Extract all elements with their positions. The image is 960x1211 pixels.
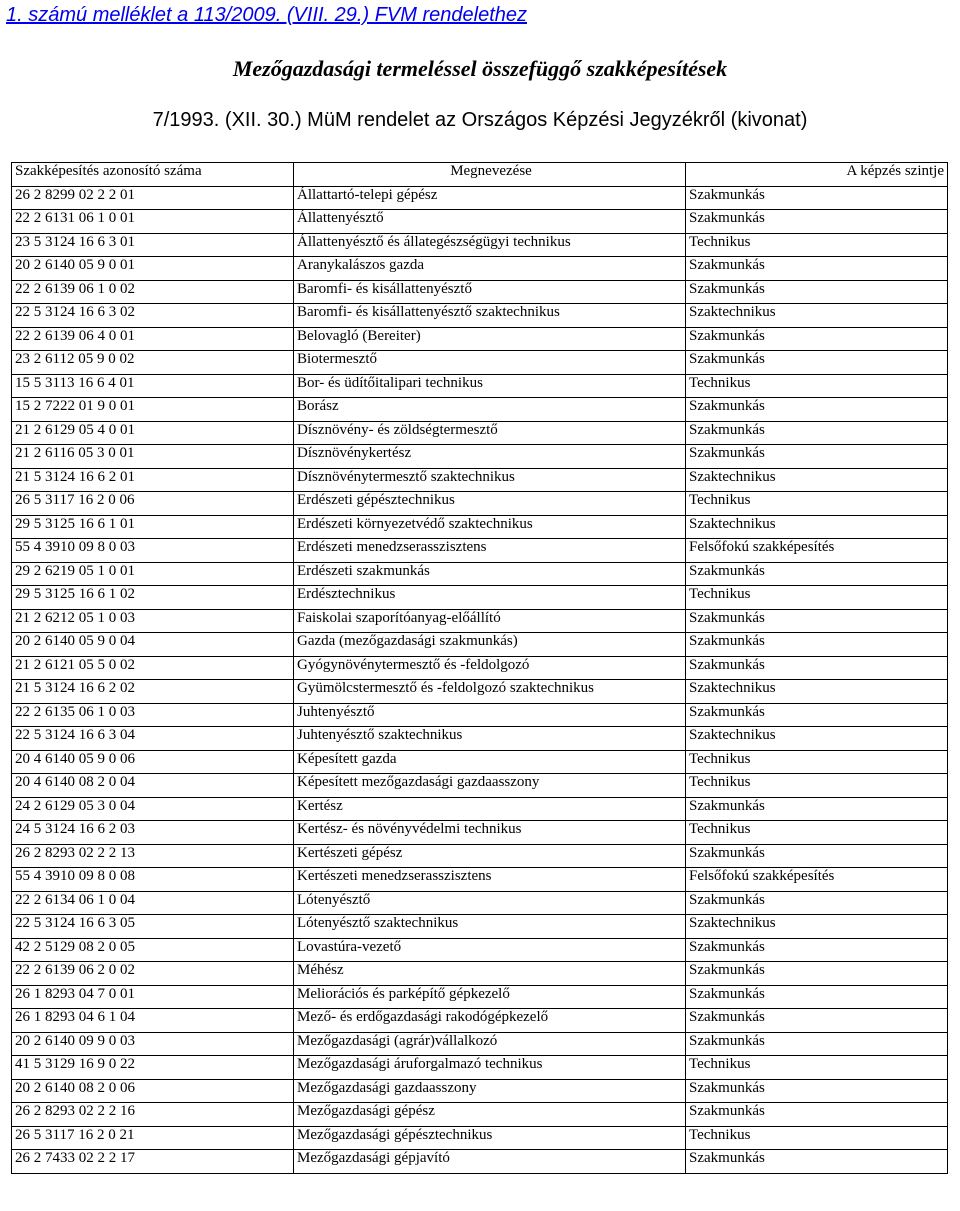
cell-code: 42 2 5129 08 2 0 05 [12, 938, 294, 962]
cell-code: 20 2 6140 09 9 0 03 [12, 1032, 294, 1056]
cell-name: Mezőgazdasági gépjavító [294, 1150, 686, 1174]
cell-level: Szakmunkás [686, 633, 948, 657]
table-row [12, 962, 948, 986]
cell-code: 55 4 3910 09 8 0 08 [12, 868, 294, 892]
table-row [12, 680, 948, 704]
cell-level: Szakmunkás [686, 445, 948, 469]
table-row [12, 1009, 948, 1033]
table-row [12, 280, 948, 304]
cell-name: Mező- és erdőgazdasági rakodógépkezelő [294, 1009, 686, 1033]
cell-code: 22 2 6139 06 2 0 02 [12, 962, 294, 986]
cell-name: Aranykalászos gazda [294, 257, 686, 281]
cell-code: 24 2 6129 05 3 0 04 [12, 797, 294, 821]
cell-code: 20 2 6140 05 9 0 01 [12, 257, 294, 281]
cell-level: Szakmunkás [686, 797, 948, 821]
cell-name: Dísznövénykertész [294, 445, 686, 469]
column-header-name: Megnevezése [294, 163, 686, 187]
column-header-code: Szakképesítés azonosító száma [12, 163, 294, 187]
cell-name: Mezőgazdasági gépésztechnikus [294, 1126, 686, 1150]
table-row [12, 609, 948, 633]
cell-level: Technikus [686, 1126, 948, 1150]
cell-level: Szaktechnikus [686, 515, 948, 539]
document-title: Mezőgazdasági termeléssel összefüggő szakképesítések [232, 56, 728, 81]
cell-code: 29 2 6219 05 1 0 01 [12, 562, 294, 586]
cell-level: Technikus [686, 233, 948, 257]
cell-name: Állattenyésztő és állategészségügyi technikus [294, 233, 686, 257]
cell-code: 23 2 6112 05 9 0 02 [12, 351, 294, 375]
table-row [12, 586, 948, 610]
cell-level: Szaktechnikus [686, 915, 948, 939]
table-row [12, 327, 948, 351]
cell-level: Szakmunkás [686, 703, 948, 727]
cell-code: 26 1 8293 04 7 0 01 [12, 985, 294, 1009]
cell-level: Szaktechnikus [686, 468, 948, 492]
cell-level: Szakmunkás [686, 938, 948, 962]
table-row [12, 1150, 948, 1174]
cell-name: Gyümölcstermesztő és -feldolgozó szaktechnikus [294, 680, 686, 704]
cell-level: Technikus [686, 750, 948, 774]
cell-code: 21 5 3124 16 6 2 02 [12, 680, 294, 704]
table-row [12, 821, 948, 845]
cell-name: Dísznövénytermesztő szaktechnikus [294, 468, 686, 492]
cell-level: Szaktechnikus [686, 727, 948, 751]
table-row [12, 727, 948, 751]
cell-code: 21 2 6116 05 3 0 01 [12, 445, 294, 469]
cell-code: 22 2 6139 06 4 0 01 [12, 327, 294, 351]
cell-code: 20 4 6140 08 2 0 04 [12, 774, 294, 798]
cell-name: Mezőgazdasági gépész [294, 1103, 686, 1127]
cell-code: 21 2 6129 05 4 0 01 [12, 421, 294, 445]
cell-name: Erdészeti szakmunkás [294, 562, 686, 586]
cell-name: Kertész [294, 797, 686, 821]
cell-code: 41 5 3129 16 9 0 22 [12, 1056, 294, 1080]
cell-name: Erdésztechnikus [294, 586, 686, 610]
cell-code: 55 4 3910 09 8 0 03 [12, 539, 294, 563]
table-row [12, 351, 948, 375]
table-row [12, 938, 948, 962]
cell-code: 23 5 3124 16 6 3 01 [12, 233, 294, 257]
cell-name: Baromfi- és kisállattenyésztő szaktechnikus [294, 304, 686, 328]
cell-name: Gazda (mezőgazdasági szakmunkás) [294, 633, 686, 657]
table-row [12, 539, 948, 563]
table-row [12, 844, 948, 868]
cell-level: Szakmunkás [686, 844, 948, 868]
cell-code: 15 2 7222 01 9 0 01 [12, 398, 294, 422]
cell-level: Szakmunkás [686, 1032, 948, 1056]
cell-level: Szakmunkás [686, 656, 948, 680]
cell-level: Szakmunkás [686, 186, 948, 210]
table-row [12, 656, 948, 680]
cell-name: Lótenyésztő szaktechnikus [294, 915, 686, 939]
cell-name: Gyógynövénytermesztő és -feldolgozó [294, 656, 686, 680]
cell-code: 24 5 3124 16 6 2 03 [12, 821, 294, 845]
cell-name: Erdészeti menedzserasszisztens [294, 539, 686, 563]
table-row [12, 797, 948, 821]
table-header-row [12, 163, 948, 187]
cell-name: Erdészeti környezetvédő szaktechnikus [294, 515, 686, 539]
cell-code: 26 2 8299 02 2 2 01 [12, 186, 294, 210]
cell-code: 15 5 3113 16 6 4 01 [12, 374, 294, 398]
cell-code: 29 5 3125 16 6 1 02 [12, 586, 294, 610]
table-row [12, 1056, 948, 1080]
cell-level: Technikus [686, 492, 948, 516]
cell-level: Szakmunkás [686, 1150, 948, 1174]
cell-name: Kertészeti menedzserasszisztens [294, 868, 686, 892]
cell-level: Szakmunkás [686, 962, 948, 986]
cell-level: Technikus [686, 774, 948, 798]
column-header-level: A képzés szintje [686, 163, 948, 187]
cell-code: 20 2 6140 05 9 0 04 [12, 633, 294, 657]
cell-name: Méhész [294, 962, 686, 986]
cell-level: Szakmunkás [686, 210, 948, 234]
annex-reference-link[interactable]: 1. számú melléklet a 113/2009. (VIII. 29.) FVM rendelethez [6, 4, 527, 26]
cell-level: Technikus [686, 586, 948, 610]
cell-code: 22 2 6135 06 1 0 03 [12, 703, 294, 727]
cell-code: 20 4 6140 05 9 0 06 [12, 750, 294, 774]
table-row [12, 985, 948, 1009]
cell-name: Mezőgazdasági (agrár)vállalkozó [294, 1032, 686, 1056]
table-row [12, 468, 948, 492]
table-row [12, 562, 948, 586]
cell-level: Szakmunkás [686, 891, 948, 915]
cell-code: 22 2 6139 06 1 0 02 [12, 280, 294, 304]
table-row [12, 703, 948, 727]
table-row [12, 210, 948, 234]
cell-code: 20 2 6140 08 2 0 06 [12, 1079, 294, 1103]
table-row [12, 515, 948, 539]
cell-name: Bor- és üdítőitalipari technikus [294, 374, 686, 398]
cell-name: Erdészeti gépésztechnikus [294, 492, 686, 516]
cell-name: Baromfi- és kisállattenyésztő [294, 280, 686, 304]
qualifications-table [11, 162, 948, 1174]
cell-level: Szakmunkás [686, 1103, 948, 1127]
cell-level: Szakmunkás [686, 1009, 948, 1033]
table-row [12, 633, 948, 657]
cell-name: Biotermesztő [294, 351, 686, 375]
cell-name: Állattartó-telepi gépész [294, 186, 686, 210]
cell-code: 22 2 6131 06 1 0 01 [12, 210, 294, 234]
table-row [12, 233, 948, 257]
cell-name: Képesített mezőgazdasági gazdaasszony [294, 774, 686, 798]
table-row [12, 891, 948, 915]
cell-level: Szaktechnikus [686, 680, 948, 704]
cell-level: Szakmunkás [686, 421, 948, 445]
cell-name: Borász [294, 398, 686, 422]
table-row [12, 750, 948, 774]
cell-level: Felsőfokú szakképesítés [686, 539, 948, 563]
cell-code: 26 5 3117 16 2 0 21 [12, 1126, 294, 1150]
cell-level: Szakmunkás [686, 985, 948, 1009]
cell-code: 26 5 3117 16 2 0 06 [12, 492, 294, 516]
cell-name: Kertész- és növényvédelmi technikus [294, 821, 686, 845]
table-row [12, 398, 948, 422]
cell-level: Technikus [686, 821, 948, 845]
cell-code: 26 2 8293 02 2 2 16 [12, 1103, 294, 1127]
table-row [12, 186, 948, 210]
cell-code: 22 5 3124 16 6 3 04 [12, 727, 294, 751]
cell-name: Lovastúra-vezető [294, 938, 686, 962]
cell-code: 29 5 3125 16 6 1 01 [12, 515, 294, 539]
table-row [12, 304, 948, 328]
table-row [12, 1079, 948, 1103]
cell-name: Faiskolai szaporítóanyag-előállító [294, 609, 686, 633]
cell-code: 21 2 6121 05 5 0 02 [12, 656, 294, 680]
cell-level: Felsőfokú szakképesítés [686, 868, 948, 892]
table-body [12, 186, 948, 1173]
cell-name: Meliorációs és parképítő gépkezelő [294, 985, 686, 1009]
table-row [12, 445, 948, 469]
cell-code: 21 2 6212 05 1 0 03 [12, 609, 294, 633]
cell-level: Szakmunkás [686, 280, 948, 304]
table-row [12, 257, 948, 281]
cell-level: Szakmunkás [686, 327, 948, 351]
cell-code: 21 5 3124 16 6 2 01 [12, 468, 294, 492]
cell-code: 26 2 7433 02 2 2 17 [12, 1150, 294, 1174]
table-row [12, 492, 948, 516]
cell-name: Juhtenyésztő [294, 703, 686, 727]
cell-name: Lótenyésztő [294, 891, 686, 915]
table-row [12, 421, 948, 445]
cell-level: Szakmunkás [686, 257, 948, 281]
cell-name: Kertészeti gépész [294, 844, 686, 868]
cell-name: Mezőgazdasági gazdaasszony [294, 1079, 686, 1103]
cell-code: 22 5 3124 16 6 3 05 [12, 915, 294, 939]
table-row [12, 915, 948, 939]
cell-name: Juhtenyésztő szaktechnikus [294, 727, 686, 751]
cell-level: Technikus [686, 374, 948, 398]
cell-code: 22 2 6134 06 1 0 04 [12, 891, 294, 915]
cell-level: Szakmunkás [686, 1079, 948, 1103]
cell-level: Technikus [686, 1056, 948, 1080]
cell-level: Szakmunkás [686, 351, 948, 375]
cell-level: Szakmunkás [686, 398, 948, 422]
cell-level: Szaktechnikus [686, 304, 948, 328]
table-row [12, 1103, 948, 1127]
cell-name: Belovagló (Bereiter) [294, 327, 686, 351]
document-subtitle: 7/1993. (XII. 30.) MüM rendelet az Országos Képzési Jegyzékről (kivonat) [152, 109, 808, 131]
cell-level: Szakmunkás [686, 562, 948, 586]
cell-name: Mezőgazdasági áruforgalmazó technikus [294, 1056, 686, 1080]
cell-name: Dísznövény- és zöldségtermesztő [294, 421, 686, 445]
table-row [12, 868, 948, 892]
table-row [12, 374, 948, 398]
cell-code: 22 5 3124 16 6 3 02 [12, 304, 294, 328]
cell-code: 26 1 8293 04 6 1 04 [12, 1009, 294, 1033]
table-row [12, 774, 948, 798]
cell-code: 26 2 8293 02 2 2 13 [12, 844, 294, 868]
table-row [12, 1126, 948, 1150]
cell-level: Szakmunkás [686, 609, 948, 633]
table-row [12, 1032, 948, 1056]
cell-name: Képesített gazda [294, 750, 686, 774]
cell-name: Állattenyésztő [294, 210, 686, 234]
